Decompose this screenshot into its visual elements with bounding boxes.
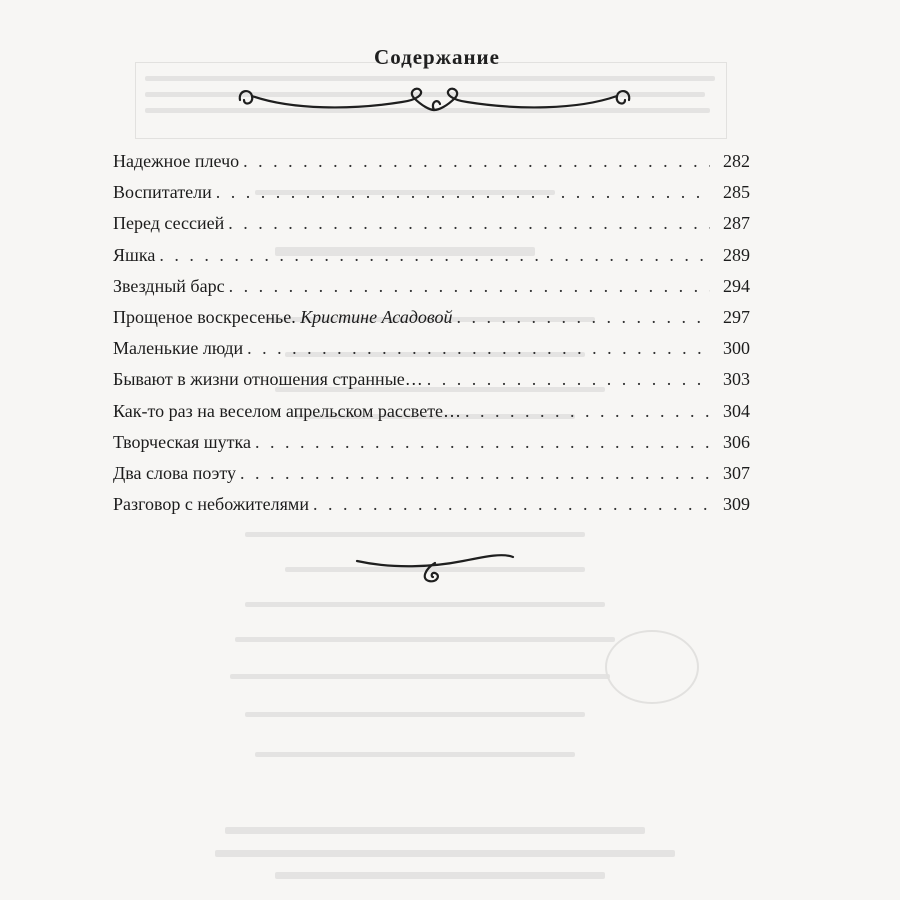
toc-entry [113,271,750,302]
page-title: Содержание [374,45,500,69]
toc-entry-page: 282 [723,151,750,171]
toc-dot-leader [229,271,710,302]
toc-entry-title: Перед сессией [113,213,225,234]
toc-entry-page: 306 [723,431,750,452]
flourish-top-icon [232,80,637,120]
table-of-contents [113,146,750,520]
toc-entry [113,333,750,364]
toc-entry [113,208,750,239]
toc-dot-leader [159,240,710,271]
toc-entry-title: Разговор с небожителями [113,494,309,515]
toc-entry-title: Два слова поэту [113,462,236,483]
flourish-bottom-icon [353,545,518,587]
toc-dot-leader [228,208,710,239]
toc-entry-title: Прощеное воскресенье. Кристине Асадовой [113,306,453,327]
toc-dot-leader [313,489,710,520]
toc-dot-leader [457,302,710,333]
toc-dot-leader [247,333,710,364]
toc-entry-title: Яшка [113,244,156,265]
toc-entry-page: 303 [723,369,750,390]
toc-entry-title: Надежное плечо [113,151,240,171]
toc-dot-leader [427,364,710,395]
toc-entry-page: 297 [723,306,750,327]
toc-entry [113,489,750,520]
toc-dot-leader [243,146,710,177]
toc-entry [113,396,750,427]
toc-entry-page: 289 [723,244,750,265]
toc-entry-title: Воспитатели [113,182,212,203]
toc-entry [113,146,750,177]
toc-dot-leader [240,458,710,489]
toc-entry-page: 294 [723,275,750,296]
toc-entry-title: Творческая шутка [113,431,251,452]
toc-entry-title: Как-то раз на веселом апрельском рассвете… [113,400,462,421]
toc-entry-title: Бывают в жизни отношения странные… [113,369,423,390]
toc-entry-title: Звездный барс [113,275,225,296]
toc-entry [113,364,750,395]
toc-entry-page: 304 [723,400,750,421]
toc-entry [113,427,750,458]
toc-entry-page: 309 [723,494,750,515]
show-through-badge [605,630,699,704]
toc-entry-page: 300 [723,338,750,359]
toc-entry-page: 287 [723,213,750,234]
toc-entry [113,302,750,333]
toc-entry [113,458,750,489]
toc-dot-leader [255,427,710,458]
toc-entry [113,240,750,271]
toc-entry-title: Маленькие люди [113,338,244,359]
toc-entry-page: 307 [723,462,750,483]
toc-dot-leader [216,177,710,208]
toc-dot-leader [465,396,710,427]
toc-entry-page: 285 [723,182,750,203]
toc-entry [113,177,750,208]
